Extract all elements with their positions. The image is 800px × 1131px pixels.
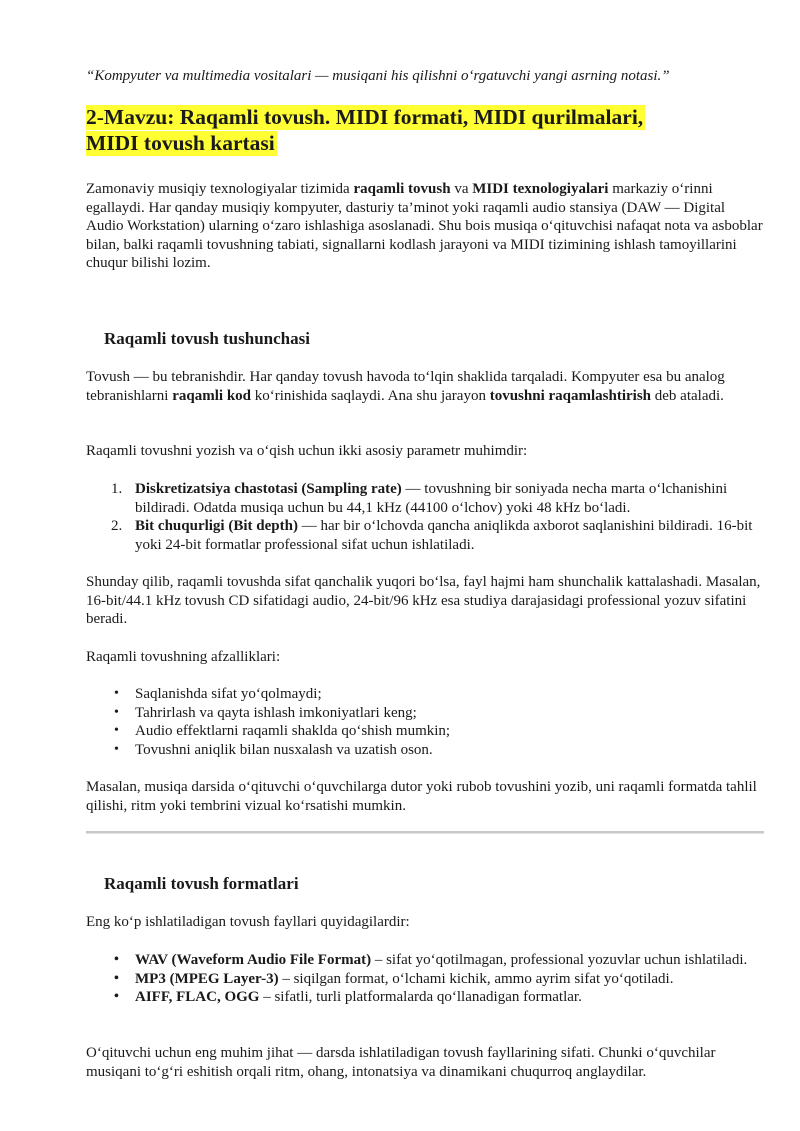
list-item-text: — har bir o‘lchovda qancha aniqlikda axborot saqlanishini bildiradi. 16-bit yoki 24-bit formatlar professional sifat uchun ishlatiladi. [135, 518, 753, 553]
list-item [86, 685, 764, 704]
intro-text-1: Zamonaviy musiqiy texnologiyalar tizimida [86, 181, 354, 197]
list-item [86, 722, 764, 741]
bullet-icon: • [114, 970, 119, 986]
intro-text-3: markaziy o‘rinni egallaydi. Har qanday musiqiy kompyuter, dasturiy ta’minot yoki raqamli audio stansiya (DAW — Digital Audio Workstation) ularning o‘zaro ishlashiga asoslanadi. Shu bois musiqa o‘qituvchisi nafaqat nota va asboblar bilan, balki raqamli tovushning tabiati, signallarni kodlash jarayoni va MIDI tizimining ishlash tamoyillarini chuqur bilishi lozim. [86, 181, 763, 272]
bullet-icon: • [114, 952, 119, 967]
list-number: 2. [111, 518, 123, 535]
list-item-text: — tovushning bir soniyada necha marta o‘lchanishini bildiradi. Odatda musiqa uchun bu 44,1 kHz (44100 o‘lchov) yoki 48 kHz bo‘ladi. [135, 481, 728, 516]
s1p1-text-3: deb ataladi. [651, 387, 724, 404]
list-item-term: Bit chuqurligi (Bit depth) [135, 518, 298, 535]
section1-paragraph-4: Raqamli tovushning afzalliklari: [86, 649, 281, 665]
list-item [86, 970, 764, 989]
list-item-term: Diskretizatsiya chastotasi (Sampling rate) [135, 481, 402, 497]
list-number: 1. [111, 481, 123, 497]
section1-paragraph-5: Masalan, musiqa darsida o‘qituvchi o‘quvchilarga dutor yoki rubob tovushini yozib, uni raqamli formatda tahlil qilishi, ritm yoki tembrini vizual ko‘rsatishi mumkin. [86, 779, 757, 814]
list-item [86, 517, 764, 554]
list-item [86, 951, 764, 970]
bullet-icon: • [114, 704, 119, 720]
title-line-2: MIDI tovush kartasi [86, 131, 275, 155]
s1p1-text-1: Tovush — bu tebranishdir. Har qanday tovush havoda to‘lqin shaklida tarqaladi. Kompyuter esa bu analog tebranishlarni [86, 369, 725, 404]
section2-paragraph-2: O‘qituvchi uchun eng muhim jihat — darsda ishlatiladigan tovush fayllarining sifati. Chunki o‘quvchilar musiqani to‘g‘ri eshitish orqali ritm, ohang, intonatsiya va dinamikani chuqurroq anglaydilar. [86, 1045, 716, 1080]
list-item-text: – sifatli, turli platformalarda qo‘llanadigan formatlar. [259, 989, 582, 1006]
section1-paragraph-2: Raqamli tovushni yozish va o‘qish uchun ikki asosiy parametr muhimdir: [86, 443, 528, 459]
intro-paragraph [86, 180, 764, 273]
advantages-list [86, 685, 764, 759]
list-item-term: WAV (Waveform Audio File Format) [135, 952, 372, 968]
formats-list [86, 951, 764, 1007]
title-line-1: 2-Mavzu: Raqamli tovush. MIDI formati, MIDI qurilmalari, [86, 105, 644, 129]
bullet-icon: • [114, 989, 119, 1005]
bullet-icon: • [114, 741, 119, 757]
section1-paragraph-3: Shunday qilib, raqamli tovushda sifat qanchalik yuqori bo‘lsa, fayl hajmi ham shunchalik kattalashadi. Masalan, 16-bit/44.1 kHz tovush CD sifatidagi audio, 24-bit/96 kHz esa studiya darajasidagi professional yozuv sifatini beradi. [86, 574, 761, 628]
list-item-text: – sifat yo‘qotilmagan, professional yozuvlar uchun ishlatiladi. [371, 952, 748, 968]
section1-paragraph-1 [86, 368, 764, 405]
list-item-text: Saqlanishda sifat yo‘qolmaydi; [135, 686, 322, 702]
epigraph-quote: “Kompyuter va multimedia vositalari — musiqani his qilishni o‘rgatuvchi yangi asrning notasi.” [86, 68, 670, 84]
s1p1-bold-1: raqamli kod [172, 387, 251, 404]
list-item-term: MP3 (MPEG Layer-3) [135, 970, 279, 987]
intro-bold-2: MIDI texnologiyalari [472, 181, 609, 197]
bullet-icon: • [114, 686, 119, 701]
list-item-text: – siqilgan format, o‘lchami kichik, ammo ayrim sifat yo‘qotiladi. [278, 970, 674, 987]
section-heading-sound-formats: Raqamli tovush formatlari [104, 874, 299, 893]
horizontal-divider [86, 831, 764, 834]
page-title [86, 104, 645, 156]
s1p1-text-2: ko‘rinishida saqlaydi. Ana shu jarayon [251, 387, 490, 404]
list-item [86, 704, 764, 723]
list-item [86, 988, 764, 1007]
list-item-text: Audio effektlarni raqamli shaklda qo‘shish mumkin; [135, 723, 451, 740]
list-item [86, 741, 764, 760]
intro-bold-1: raqamli tovush [353, 181, 451, 197]
list-item-text: Tovushni aniqlik bilan nusxalash va uzatish oson. [135, 741, 433, 758]
intro-text-2: va [450, 181, 473, 197]
list-item-text: Tahrirlash va qayta ishlash imkoniyatlari keng; [135, 704, 417, 721]
parameters-list [86, 480, 764, 554]
s1p1-bold-2: tovushni raqamlashtirish [489, 387, 652, 404]
list-item-term: AIFF, FLAC, OGG [135, 989, 260, 1006]
list-item [86, 480, 764, 517]
section-heading-digital-sound: Raqamli tovush tushunchasi [104, 329, 310, 348]
section2-paragraph-1: Eng ko‘p ishlatiladigan tovush fayllari quyidagilardir: [86, 914, 410, 930]
bullet-icon: • [114, 723, 119, 739]
